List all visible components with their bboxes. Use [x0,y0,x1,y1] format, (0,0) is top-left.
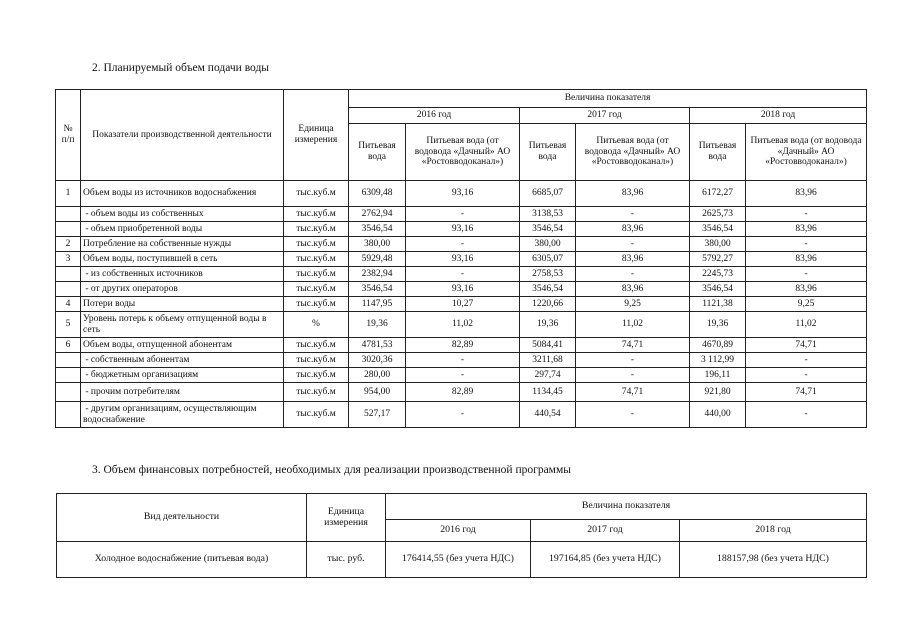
row-value: - [406,368,520,383]
row-value: 74,71 [746,383,867,402]
row-value: - [576,368,690,383]
row-value: 1134,45 [520,383,576,402]
row-num [56,222,81,237]
row-indicator: - из собственных источников [81,267,284,282]
header-year-2016: 2016 год [386,520,531,542]
table-row [56,267,867,282]
header-activity: Вид деятельности [57,494,307,542]
row-value: 297,74 [520,368,576,383]
header-unit: Единица измерения [284,90,349,181]
row-value: 3 112,99 [690,353,746,368]
row-value: 83,96 [746,252,867,267]
row-num: 1 [56,181,81,207]
row-value: 380,00 [349,237,406,252]
section-3-title: 3. Объем финансовых потребностей, необходимых для реализации производственной программы [92,464,571,476]
row-unit: тыс.куб.м [284,338,349,353]
row-value: - [406,267,520,282]
header-drink-2017: Питьевая вода [520,124,576,181]
row-value: 3020,36 [349,353,406,368]
row-value: - [406,207,520,222]
row-num [56,383,81,402]
row-value: 93,16 [406,222,520,237]
header-value: Величина показателя [349,90,867,108]
row-value: 9,25 [576,297,690,312]
row-value: 3546,54 [349,222,406,237]
row-value: 82,89 [406,383,520,402]
row-indicator: - другим организациям, осуществляющим водоснабжение [81,402,284,428]
row-num: 6 [56,338,81,353]
table-row [56,282,867,297]
header-drink-2018: Питьевая вода [690,124,746,181]
row-value: - [746,353,867,368]
row-value: 3546,54 [349,282,406,297]
row-value: 83,96 [576,222,690,237]
row-value: 196,11 [690,368,746,383]
row-value: - [576,402,690,428]
row-value: 2625,73 [690,207,746,222]
row-value: 380,00 [520,237,576,252]
value-2016-cell: 176414,55 (без учета НДС) [386,542,531,578]
row-num: 2 [56,237,81,252]
row-value: - [746,207,867,222]
row-value: 83,96 [576,282,690,297]
header-dachny-2018: Питьевая вода (от водовода «Дачный» АО «Ростовводоканал») [746,124,867,181]
row-num [56,368,81,383]
table-row [56,297,867,312]
row-unit: тыс.куб.м [284,402,349,428]
row-value: - [746,368,867,383]
row-value: 11,02 [746,312,867,338]
row-value: 19,36 [520,312,576,338]
row-unit: тыс.куб.м [284,353,349,368]
value-2018-cell: 188157,98 (без учета НДС) [680,542,867,578]
row-value: 2762,94 [349,207,406,222]
header-year-2017: 2017 год [520,108,690,124]
row-value: 6172,27 [690,181,746,207]
table-row [56,222,867,237]
row-value: 4781,53 [349,338,406,353]
row-value: 83,96 [576,252,690,267]
header-value: Величина показателя [386,494,867,520]
row-num [56,402,81,428]
row-indicator: Объем воды из источников водоснабжения [81,181,284,207]
water-supply-table [55,89,867,428]
row-value: 82,89 [406,338,520,353]
row-value: 1121,38 [690,297,746,312]
header-drink-2016: Питьевая вода [349,124,406,181]
row-unit: тыс.куб.м [284,237,349,252]
row-value: - [576,267,690,282]
financial-needs-table [56,493,867,578]
value-2017-cell: 197164,85 (без учета НДС) [531,542,680,578]
row-num [56,267,81,282]
row-value: - [576,207,690,222]
row-value: 83,96 [746,181,867,207]
row-value: 6309,48 [349,181,406,207]
row-value: 3138,53 [520,207,576,222]
row-value: 2245,73 [690,267,746,282]
row-value: 954,00 [349,383,406,402]
header-unit: Единица измерения [307,494,386,542]
row-unit: тыс.куб.м [284,383,349,402]
row-value: - [746,237,867,252]
row-value: 440,00 [690,402,746,428]
table-row [56,353,867,368]
section-2-title: 2. Планируемый объем подачи воды [92,62,270,74]
row-unit: тыс.куб.м [284,282,349,297]
row-value: 74,71 [576,383,690,402]
row-num: 5 [56,312,81,338]
row-unit: тыс.куб.м [284,207,349,222]
row-value: 6685,07 [520,181,576,207]
row-value: - [746,402,867,428]
row-unit: тыс.куб.м [284,368,349,383]
row-value: 9,25 [746,297,867,312]
row-value: 11,02 [576,312,690,338]
row-value: 19,36 [690,312,746,338]
row-value: 93,16 [406,181,520,207]
row-value: 527,17 [349,402,406,428]
row-value: 11,02 [406,312,520,338]
row-indicator: - объем приобретенной воды [81,222,284,237]
row-unit: тыс.куб.м [284,181,349,207]
row-unit: тыс.куб.м [284,297,349,312]
row-indicator: Потребление на собственные нужды [81,237,284,252]
table-row [56,383,867,402]
row-value: 2382,94 [349,267,406,282]
row-value: 3546,54 [690,222,746,237]
row-value: 380,00 [690,237,746,252]
row-num [56,282,81,297]
row-indicator: Объем воды, отпущенной абонентам [81,338,284,353]
table-row [56,181,867,207]
row-value: 19,36 [349,312,406,338]
row-num [56,207,81,222]
row-value: 6305,07 [520,252,576,267]
unit-cell: тыс. руб. [307,542,386,578]
row-num [56,353,81,368]
row-value: 5084,41 [520,338,576,353]
row-indicator: - от других операторов [81,282,284,297]
row-value: 5929,48 [349,252,406,267]
row-unit: % [284,312,349,338]
row-value: 280,00 [349,368,406,383]
header-dachny-2017: Питьевая вода (от водовода «Дачный» АО «Ростовводоканал») [576,124,690,181]
row-num: 4 [56,297,81,312]
row-value: - [406,353,520,368]
row-value: 3546,54 [520,282,576,297]
table-row [56,207,867,222]
row-indicator: - объем воды из собственных [81,207,284,222]
row-value: 3546,54 [690,282,746,297]
row-value: 83,96 [746,282,867,297]
table-row [56,368,867,383]
header-year-2017: 2017 год [531,520,680,542]
row-value: 83,96 [576,181,690,207]
row-value: - [746,267,867,282]
header-year-2016: 2016 год [349,108,520,124]
row-indicator: Потери воды [81,297,284,312]
header-indicator: Показатели производственной деятельности [81,90,284,181]
row-value: 3211,68 [520,353,576,368]
row-value: 93,16 [406,252,520,267]
row-value: 1147,95 [349,297,406,312]
row-value: 440,54 [520,402,576,428]
header-year-2018: 2018 год [680,520,867,542]
row-value: 10,27 [406,297,520,312]
table-row [56,402,867,428]
row-value: - [576,353,690,368]
row-value: 83,96 [746,222,867,237]
row-value: 3546,54 [520,222,576,237]
row-value: 2758,53 [520,267,576,282]
header-num: № п/п [56,90,81,181]
row-indicator: - прочим потребителям [81,383,284,402]
row-indicator: - собственным абонентам [81,353,284,368]
row-unit: тыс.куб.м [284,222,349,237]
row-unit: тыс.куб.м [284,267,349,282]
table-row [56,312,867,338]
row-indicator: Уровень потерь к объему отпущенной воды в сеть [81,312,284,338]
row-value: 921,80 [690,383,746,402]
row-indicator: Объем воды, поступившей в сеть [81,252,284,267]
row-value: 74,71 [746,338,867,353]
row-value: - [406,237,520,252]
table-row [56,338,867,353]
row-value: - [406,402,520,428]
row-indicator: - бюджетным организациям [81,368,284,383]
row-value: 93,16 [406,282,520,297]
activity-cell: Холодное водоснабжение (питьевая вода) [57,542,307,578]
row-value: - [576,237,690,252]
table-row [56,252,867,267]
row-num: 3 [56,252,81,267]
row-value: 4670,89 [690,338,746,353]
table-row [56,237,867,252]
row-value: 1220,66 [520,297,576,312]
row-value: 74,71 [576,338,690,353]
row-value: 5792,27 [690,252,746,267]
row-unit: тыс.куб.м [284,252,349,267]
header-dachny-2016: Питьевая вода (от водовода «Дачный» АО «Ростовводоканал») [406,124,520,181]
header-year-2018: 2018 год [690,108,867,124]
